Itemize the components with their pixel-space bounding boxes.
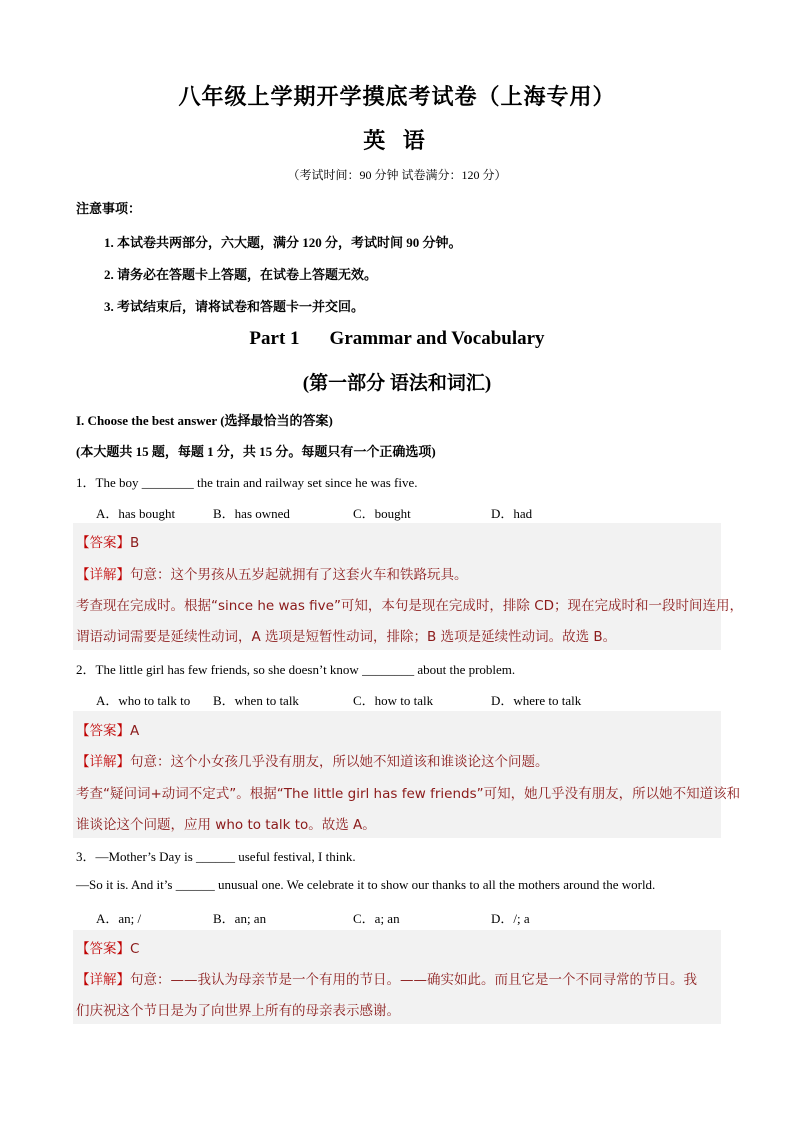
option-a: A．who to talk to bbox=[96, 693, 191, 708]
option-d: D．/; a bbox=[491, 911, 530, 926]
notice-title: 注意事项： bbox=[76, 201, 142, 216]
section-heading: I. Choose the best answer (选择最恰当的答案) bbox=[76, 413, 333, 428]
answer-label: 【答案】 bbox=[76, 941, 130, 957]
notice-item: 1. 本试卷共两部分，六大题，满分 120 分，考试时间 90 分钟。 bbox=[104, 235, 462, 250]
section-instruction: (本大题共 15 题，每题 1 分，共 15 分。每题只有一个正确选项) bbox=[76, 444, 436, 459]
detail-text: 句意：——我认为母亲节是一个有用的节日。——确实如此。而且它是一个不同寻常的节日。我 bbox=[130, 972, 697, 988]
option-d: D．where to talk bbox=[491, 693, 582, 708]
option-d: D．had bbox=[491, 506, 533, 521]
detail-text: 考查“疑问词+动词不定式”。根据“The little girl has few friends”可知，她几乎没有朋友，所以她不知道该和 bbox=[76, 786, 741, 802]
option-c: C．a; an bbox=[353, 911, 400, 926]
subject-title: 英 语 bbox=[363, 128, 431, 153]
part-subtitle: (第一部分 语法和词汇) bbox=[302, 373, 492, 394]
detail-label: 【详解】 bbox=[76, 567, 130, 583]
option-a: A．has bought bbox=[96, 506, 176, 521]
detail-text: 句意：这个小女孩几乎没有朋友，所以她不知道该和谁谈论这个问题。 bbox=[130, 754, 549, 770]
option-b: B．has owned bbox=[213, 506, 290, 521]
detail-text: 句意：这个男孩从五岁起就拥有了这套火车和铁路玩具。 bbox=[130, 567, 468, 583]
option-a: A．an; / bbox=[96, 911, 142, 926]
page-title: 八年级上学期开学摸底考试卷（上海专用） bbox=[178, 84, 616, 109]
answer-label: 【答案】 bbox=[76, 535, 130, 551]
detail-line bbox=[76, 563, 468, 583]
option-b: B．when to talk bbox=[213, 693, 299, 708]
part-name: Grammar and Vocabulary bbox=[329, 328, 545, 349]
question-stem: 2．The little girl has few friends, so she doesn’t know ________ about the problem. bbox=[76, 662, 516, 677]
answer-value: C bbox=[130, 941, 140, 957]
option-c: C．bought bbox=[353, 506, 411, 521]
exam-info: （考试时间：90 分钟 试卷满分：120 分） bbox=[287, 168, 507, 182]
answer-label: 【答案】 bbox=[76, 723, 130, 739]
notice-item: 3. 考试结束后，请将试卷和答题卡一并交回。 bbox=[104, 299, 365, 314]
answer-value: A bbox=[130, 723, 140, 739]
option-b: B．an; an bbox=[213, 911, 267, 926]
detail-text: 考查现在完成时。根据“since he was five”可知，本句是现在完成时，排除 CD；现在完成时和一段时间连用， bbox=[76, 598, 744, 614]
detail-label: 【详解】 bbox=[76, 972, 130, 988]
notice-item: 2. 请务必在答题卡上答题，在试卷上答题无效。 bbox=[104, 267, 378, 282]
answer-line bbox=[76, 937, 139, 957]
detail-text: 谓语动词需要是延续性动词，A 选项是短暂性动词，排除；B 选项是延续性动词。故选 B。 bbox=[76, 629, 617, 645]
option-c: C．how to talk bbox=[353, 693, 434, 708]
question-stem-reply: —So it is. And it’s ______ unusual one. We celebrate it to show our thanks to all the mothers around the world. bbox=[76, 877, 656, 892]
detail-text: 们庆祝这个节日是为了向世界上所有的母亲表示感谢。 bbox=[76, 1003, 400, 1019]
question-stem: 3．—Mother’s Day is ______ useful festival, I think. bbox=[76, 849, 356, 864]
answer-value: B bbox=[130, 535, 140, 551]
detail-line bbox=[76, 968, 697, 988]
question-stem: 1．The boy ________ the train and railway set since he was five. bbox=[76, 475, 418, 490]
detail-line bbox=[76, 750, 549, 770]
detail-label: 【详解】 bbox=[76, 754, 130, 770]
part-number: Part 1 bbox=[249, 328, 300, 349]
detail-text: 谁谈论这个问题，应用 who to talk to。故选 A。 bbox=[76, 817, 376, 833]
answer-line bbox=[76, 531, 139, 551]
answer-line bbox=[76, 719, 139, 739]
part-title bbox=[0, 328, 794, 350]
